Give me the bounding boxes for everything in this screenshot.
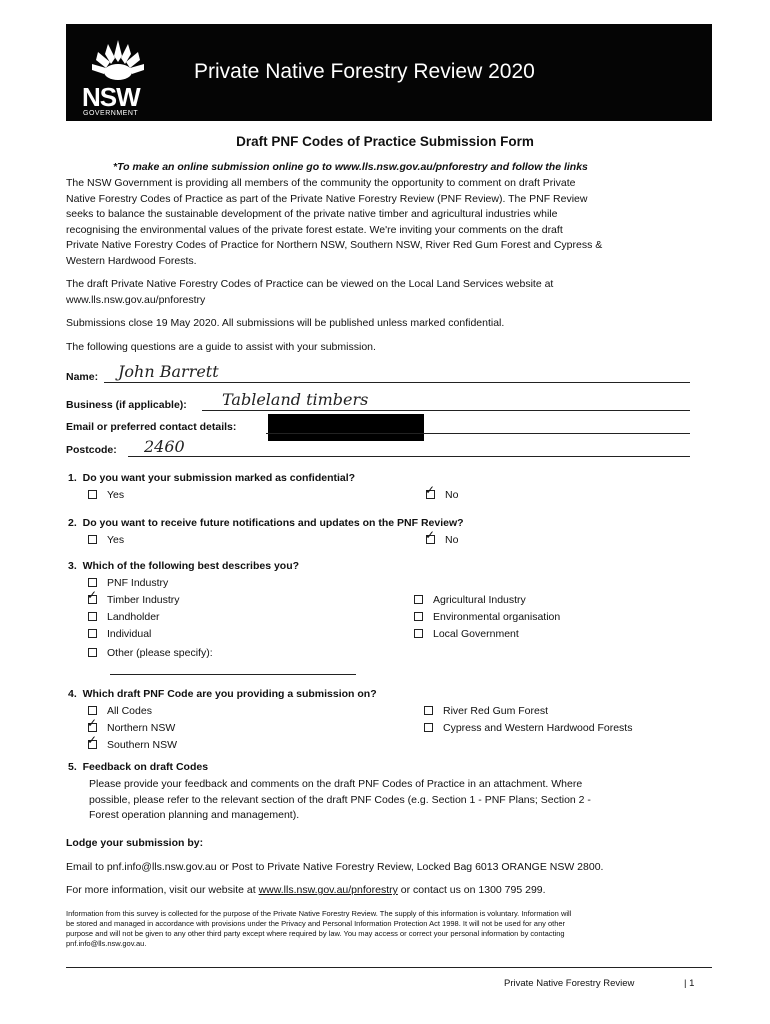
- lodge-heading: Lodge your submission by:: [66, 837, 204, 849]
- q1-number: 1.: [68, 472, 77, 484]
- option-label: Timber Industry: [107, 594, 180, 606]
- option-label: All Codes: [107, 705, 152, 717]
- intro-line: Native Forestry Codes of Practice as part of the Private Native Forestry Review (PNF Review). The PNF Review: [66, 192, 588, 205]
- close-text: Submissions close 19 May 2020. All submissions will be published unless marked confidential.: [66, 317, 505, 329]
- footer-rule: [66, 967, 712, 968]
- footer-label: Private Native Forestry Review: [504, 978, 635, 989]
- postcode-label: Postcode:: [66, 444, 117, 456]
- checkbox[interactable]: [88, 490, 97, 499]
- q3-number: 3.: [68, 560, 77, 572]
- q3-option-timber-industry[interactable]: [87, 587, 180, 608]
- view-line: www.lls.nsw.gov.au/pnforestry: [66, 293, 206, 306]
- banner-title: Private Native Forestry Review 2020: [194, 60, 535, 83]
- q3-option-environmental[interactable]: [414, 610, 560, 625]
- form-title: Draft PNF Codes of Practice Submission Form: [236, 134, 534, 149]
- q2-number: 2.: [68, 517, 77, 529]
- q3-text: Which of the following best describes you?: [82, 560, 300, 572]
- checkbox-checked[interactable]: [87, 732, 98, 749]
- q4-text: Which draft PNF Code are you providing a submission on?: [82, 688, 377, 700]
- online-note: *To make an online submission online go to www.lls.nsw.gov.au/pnforestry and follow the links: [113, 161, 588, 173]
- checkbox[interactable]: [88, 706, 97, 715]
- option-label: Yes: [107, 489, 125, 501]
- postcode-underline: [128, 456, 690, 457]
- website-link[interactable]: www.lls.nsw.gov.au/pnforestry: [258, 884, 398, 896]
- disclaimer-line: Information from this survey is collected for the purpose of the Private Native Forestry Review. The supply of this information is voluntary. Information will: [66, 909, 572, 918]
- checkbox-checked[interactable]: [425, 482, 436, 499]
- intro-line: Western Hardwood Forests.: [66, 254, 197, 267]
- q5-question: [68, 760, 208, 776]
- q5-line: Forest operation planning and management).: [89, 809, 300, 821]
- disclaimer-line: purpose and will not be given to any other third party except where required by law. You may access or correct your personal information by contacting: [66, 929, 565, 938]
- name-value[interactable]: John Barrett: [118, 362, 219, 381]
- disclaimer-line: be stored and managed in accordance with provisions under the Privacy and Personal Information Protection Act 1998. It will not be used for any other: [66, 919, 566, 928]
- q5-paragraph: [89, 777, 591, 824]
- more-info-suffix: or contact us on 1300 795 299.: [397, 884, 546, 896]
- checkbox[interactable]: [88, 578, 97, 587]
- q5-line: Please provide your feedback and comments on the draft PNF Codes of Practice in an attachment. Where: [89, 778, 583, 790]
- q2-text: Do you want to receive future notifications and updates on the PNF Review?: [82, 517, 464, 529]
- checkbox[interactable]: [414, 612, 423, 621]
- q3-option-other[interactable]: [88, 646, 213, 661]
- disclaimer-line: pnf.info@lls.nsw.gov.au.: [66, 939, 147, 948]
- q4-option-southern-nsw[interactable]: [87, 732, 178, 753]
- q4-number: 4.: [68, 688, 77, 700]
- intro-paragraph: [66, 176, 602, 269]
- option-label: Yes: [107, 534, 125, 546]
- checkbox[interactable]: [424, 723, 433, 732]
- checkmark-icon: ✓: [425, 482, 436, 497]
- intro-line: The NSW Government is providing all members of the community the opportunity to comment on draft Private: [66, 177, 576, 189]
- q1-text: Do you want your submission marked as confidential?: [82, 472, 356, 484]
- business-underline: [202, 410, 690, 411]
- intro-line: recognising the environmental values of the private forest estate. We're inviting your comments on the draft: [66, 223, 563, 236]
- option-label: Southern NSW: [107, 739, 178, 751]
- waratah-icon: [80, 36, 156, 86]
- option-label: Landholder: [107, 611, 160, 623]
- q3-question: [68, 559, 299, 575]
- checkbox[interactable]: [88, 629, 97, 638]
- email-underline: [266, 433, 690, 434]
- q4-option-northern-nsw[interactable]: [87, 715, 176, 736]
- lodge-line: Email to pnf.info@lls.nsw.gov.au or Post to Private Native Forestry Review, Locked Bag 6013 ORANGE NSW 2800.: [66, 861, 604, 873]
- q4-question: [68, 687, 377, 703]
- q3-option-landholder[interactable]: [88, 610, 160, 625]
- checkmark-icon: ✓: [87, 732, 98, 747]
- name-underline: [104, 382, 690, 383]
- redaction-box: [268, 414, 424, 441]
- checkbox[interactable]: [88, 648, 97, 657]
- nsw-logo: [80, 36, 156, 117]
- view-paragraph: [66, 277, 553, 308]
- view-line: The draft Private Native Forestry Codes of Practice can be viewed on the Local Land Services website at: [66, 278, 554, 290]
- more-info-line: [66, 883, 546, 899]
- checkmark-icon: ✓: [87, 715, 98, 730]
- logo-text: NSW: [82, 82, 140, 112]
- option-label: No: [445, 534, 459, 546]
- intro-line: seeks to balance the sustainable development of the private native timber and agricultural industries while: [66, 208, 558, 220]
- q3-option-agricultural[interactable]: [414, 593, 526, 608]
- option-label: River Red Gum Forest: [443, 705, 549, 717]
- logo-subtext: GOVERNMENT: [83, 110, 139, 117]
- more-info-prefix: For more information, visit our website at: [66, 884, 259, 896]
- q4-option-cypress[interactable]: [424, 721, 632, 736]
- page-number: | 1: [684, 978, 695, 989]
- option-label: Cypress and Western Hardwood Forests: [443, 722, 633, 734]
- option-label: Local Government: [433, 628, 519, 640]
- option-label: Agricultural Industry: [433, 594, 526, 606]
- option-label: Northern NSW: [107, 722, 176, 734]
- q2-no-option[interactable]: [425, 527, 459, 548]
- option-label: PNF Industry: [107, 577, 169, 589]
- q5-number: 5.: [68, 761, 77, 773]
- business-label: Business (if applicable):: [66, 399, 187, 411]
- q3-option-local-government[interactable]: [414, 627, 519, 642]
- option-label: Other (please specify):: [107, 647, 213, 659]
- q4-option-all-codes[interactable]: [88, 704, 152, 719]
- checkbox[interactable]: [414, 629, 423, 638]
- intro-line: Private Native Forestry Codes of Practice for Northern NSW, Southern NSW, River Red Gum Forest and Cypress &: [66, 239, 603, 251]
- business-value[interactable]: Tableland timbers: [222, 390, 369, 409]
- q1-yes-option[interactable]: [88, 488, 124, 503]
- checkbox-checked[interactable]: [87, 715, 98, 732]
- q1-no-option[interactable]: [425, 482, 459, 503]
- q3-option-pnf-industry[interactable]: [88, 576, 168, 591]
- checkbox[interactable]: [414, 595, 423, 604]
- email-label: Email or preferred contact details:: [66, 421, 237, 433]
- header-banner: [66, 24, 712, 121]
- name-label: Name:: [66, 371, 99, 383]
- checkmark-icon: ✓: [87, 587, 98, 602]
- guide-text: The following questions are a guide to assist with your submission.: [66, 341, 376, 353]
- checkmark-icon: ✓: [425, 527, 436, 542]
- other-specify-underline[interactable]: [110, 674, 356, 675]
- disclaimer: [66, 909, 571, 949]
- q3-option-individual[interactable]: [88, 627, 151, 642]
- checkbox-checked[interactable]: [87, 587, 98, 604]
- q5-text: Feedback on draft Codes: [82, 761, 209, 773]
- q1-question: [68, 471, 355, 487]
- q5-line: possible, please refer to the relevant section of the draft PNF Codes (e.g. Section 1 - PNF Plans; Section 2 -: [89, 793, 591, 806]
- q2-yes-option[interactable]: [88, 533, 124, 548]
- checkbox[interactable]: [424, 706, 433, 715]
- option-label: Individual: [107, 628, 152, 640]
- option-label: Environmental organisation: [433, 611, 561, 623]
- option-label: No: [445, 489, 459, 501]
- postcode-value[interactable]: 2460: [144, 437, 185, 456]
- q4-option-river-red-gum[interactable]: [424, 704, 548, 719]
- q2-question: [68, 516, 464, 532]
- checkbox[interactable]: [88, 535, 97, 544]
- checkbox[interactable]: [88, 612, 97, 621]
- checkbox-checked[interactable]: [425, 527, 436, 544]
